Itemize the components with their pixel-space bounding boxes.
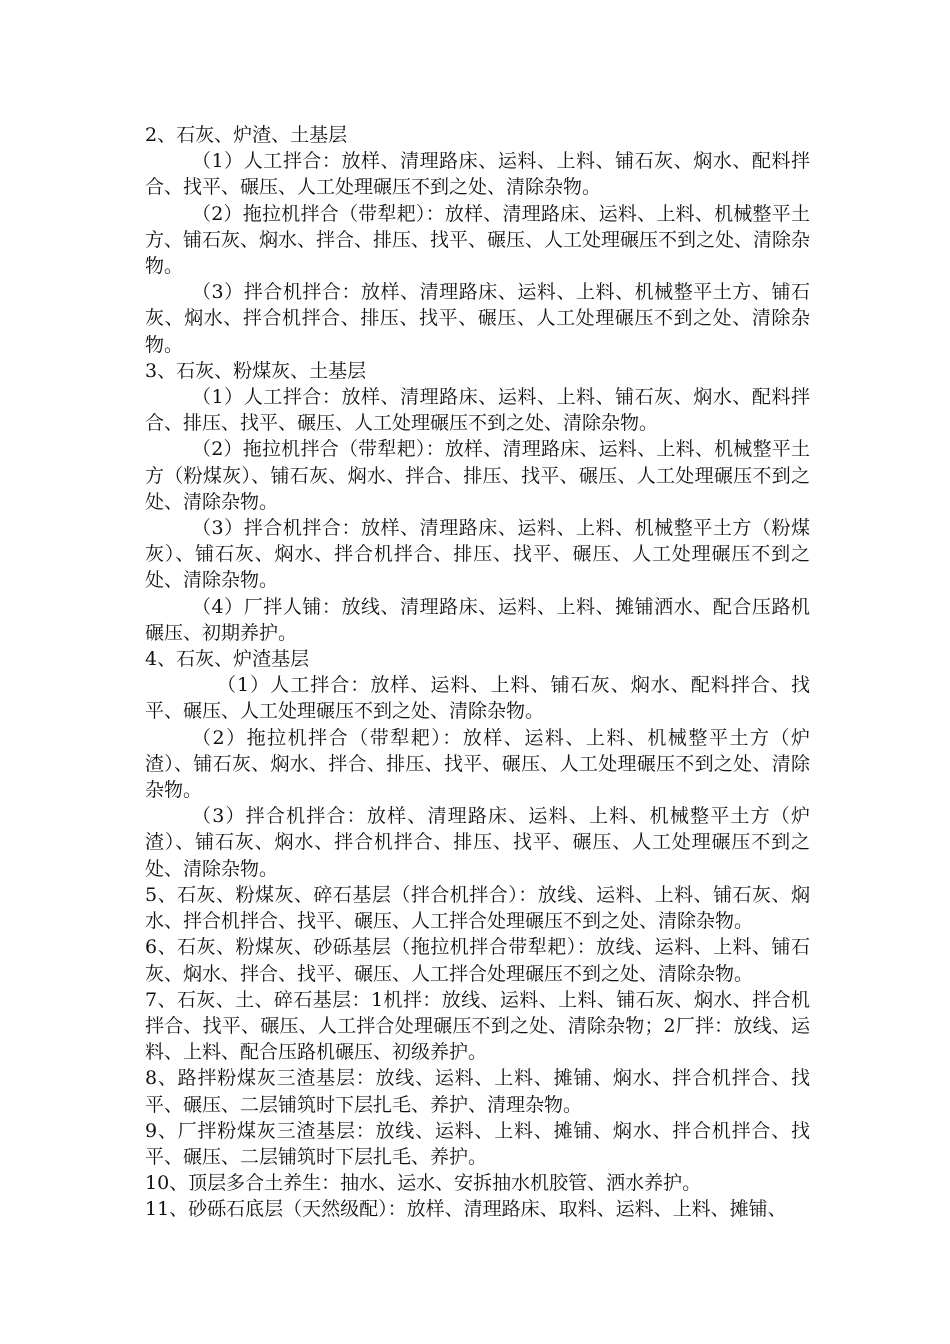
section-heading-2: 2、石灰、炉渣、土基层	[145, 124, 348, 146]
section-7: 7、石灰、土、碎石基层：1机拌：放线、运料、上料、铺石灰、焖水、拌合机拌合、找平、碾压、人工拌合处理碾压不到之处、清除杂物；2厂拌：放线、运料、上料、配合压路机碾压、初级养护。	[145, 988, 810, 1064]
paragraph-3-3: （3）拌合机拌合：放样、清理路床、运料、上料、机械整平土方（粉煤灰）、铺石灰、焖水、拌合机拌合、排压、找平、碾压、人工处理碾压不到之处、清除杂物。	[145, 517, 810, 592]
paragraph-2-1: （1）人工拌合：放样、清理路床、运料、上料、铺石灰、焖水、配料拌合、找平、碾压、人工处理碾压不到之处、清除杂物。	[145, 150, 810, 199]
paragraph-4-3: （3）拌合机拌合：放样、清理路床、运料、上料、机械整平土方（炉渣）、铺石灰、焖水、拌合机拌合、排压、找平、碾压、人工处理碾压不到之处、清除杂物。	[145, 805, 810, 880]
section-8: 8、路拌粉煤灰三渣基层：放线、运料、上料、摊铺、焖水、拌合机拌合、找平、碾压、二层铺筑时下层扎毛、养护、清理杂物。	[145, 1067, 810, 1116]
section-heading-3: 3、石灰、粉煤灰、土基层	[145, 359, 367, 382]
paragraph-2-3: （3）拌合机拌合：放样、清理路床、运料、上料、机械整平土方、铺石灰、焖水、拌合机拌合、排压、找平、碾压、人工处理碾压不到之处、清除杂物。	[145, 281, 810, 356]
paragraph-4-2: （2）拖拉机拌合（带犁耙）：放样、运料、上料、机械整平土方（炉渣）、铺石灰、焖水、拌合、排压、找平、碾压、人工处理碾压不到之处、清除杂物。	[145, 726, 810, 802]
section-5: 5、石灰、粉煤灰、碎石基层（拌合机拌合）：放线、运料、上料、铺石灰、焖水、拌合机拌合、找平、碾压、人工拌合处理碾压不到之处、清除杂物。	[145, 883, 810, 933]
paragraph-3-4: （4）厂拌人铺：放线、清理路床、运料、上料、摊铺洒水、配合压路机碾压、初期养护。	[145, 595, 810, 644]
section-10: 10、顶层多合土养生：抽水、运水、安拆抽水机胶管、洒水养护。	[145, 1172, 702, 1195]
paragraph-3-2: （2）拖拉机拌合（带犁耙）：放样、清理路床、运料、上料、机械整平土方（粉煤灰）、铺石灰、焖水、拌合、排压、找平、碾压、人工处理碾压不到之处、清除杂物。	[145, 438, 810, 513]
section-6: 6、石灰、粉煤灰、砂砾基层（拖拉机拌合带犁耙）：放线、运料、上料、铺石灰、焖水、拌合、找平、碾压、人工拌合处理碾压不到之处、清除杂物。	[145, 936, 810, 985]
section-9: 9、厂拌粉煤灰三渣基层：放线、运料、上料、摊铺、焖水、拌合机拌合、找平、碾压、二层铺筑时下层扎毛、养护。	[145, 1119, 810, 1168]
section-heading-4: 4、石灰、炉渣基层	[145, 648, 310, 671]
document-body	[145, 122, 810, 1223]
paragraph-4-1: （1）人工拌合：放样、运料、上料、铺石灰、焖水、配料拌合、找平、碾压、人工处理碾压不到之处、清除杂物。	[145, 674, 810, 723]
section-11: 11、砂砾石底层（天然级配）：放样、清理路床、取料、运料、上料、摊铺、	[145, 1198, 787, 1221]
paragraph-2-2: （2）拖拉机拌合（带犁耙）：放样、清理路床、运料、上料、机械整平土方、铺石灰、焖水、拌合、排压、找平、碾压、人工处理碾压不到之处、清除杂物。	[145, 202, 811, 278]
paragraph-3-1: （1）人工拌合：放样、清理路床、运料、上料、铺石灰、焖水、配料拌合、排压、找平、碾压、人工处理碾压不到之处、清除杂物。	[145, 386, 810, 435]
